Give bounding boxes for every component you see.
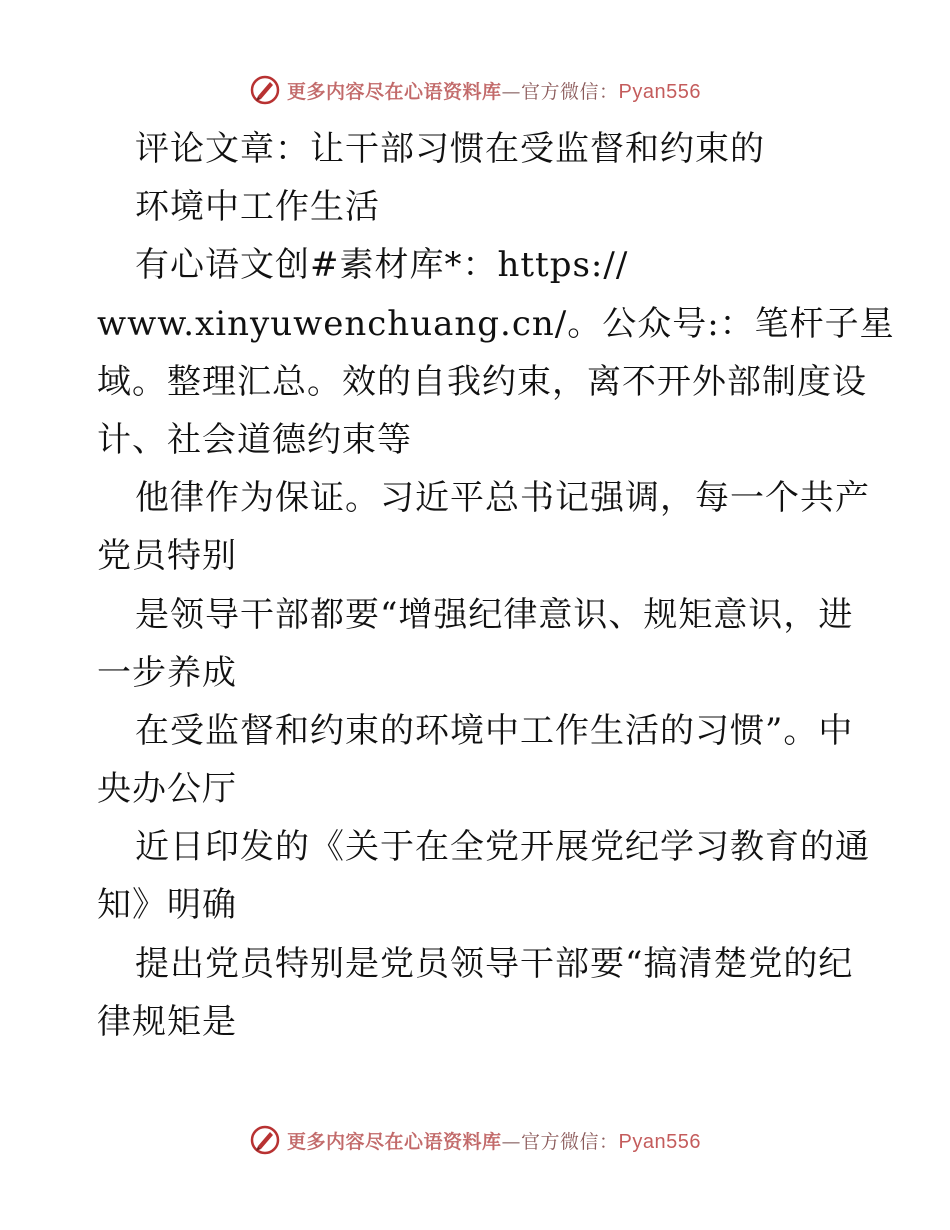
paragraph-line: 党员特别: [97, 536, 237, 577]
paragraph-line: 一步养成: [97, 652, 237, 693]
header-banner: [0, 70, 950, 110]
header-banner-sub: 官方微信：: [521, 80, 619, 103]
paragraph-line: 律规矩是: [97, 1001, 237, 1042]
title-line-1: 评论文章：让干部习惯在受监督和约束的: [135, 129, 765, 169]
paragraph-line: www.xinyuwenchuang.cn/。公众号:：笔杆子星: [97, 303, 895, 344]
footer-banner-id: Pyan556: [618, 1130, 701, 1153]
header-banner-main: 更多内容尽在心语资料库: [287, 80, 502, 103]
paragraph-line: 域。整理汇总。效的自我约束，离不开外部制度设: [97, 361, 867, 402]
paragraph-line: 是领导干部都要“增强纪律意识、规矩意识，进: [135, 594, 854, 635]
paragraph-line: 近日印发的《关于在全党开展党纪学习教育的通: [135, 827, 870, 868]
paragraph-line: 计、社会道德约束等: [97, 419, 412, 460]
title-line-2: 环境中工作生活: [135, 187, 380, 228]
paragraph-line: 央办公厅: [97, 769, 237, 810]
paragraph-line: 有心语文创#素材库*：https://: [135, 245, 629, 286]
footer-banner-sub: 官方微信：: [521, 1130, 619, 1153]
paragraph-line: 知》明确: [97, 885, 237, 926]
header-banner-separator: —: [501, 80, 522, 103]
paragraph-line: 提出党员特别是党员领导干部要“搞清楚党的纪: [135, 943, 854, 984]
header-banner-id: Pyan556: [618, 80, 701, 103]
footer-banner-separator: —: [501, 1130, 522, 1153]
footer-banner: [0, 1120, 950, 1160]
pen-logo-icon: [249, 1124, 281, 1156]
header-banner-text: [287, 77, 701, 104]
footer-banner-text: [287, 1127, 701, 1154]
paragraph-line: 在受监督和约束的环境中工作生活的习惯”。中: [135, 710, 854, 751]
pen-logo-icon: [249, 74, 281, 106]
paragraph-line: 他律作为保证。习近平总书记强调，每一个共产: [135, 478, 870, 519]
footer-banner-main: 更多内容尽在心语资料库: [287, 1130, 502, 1153]
document-body: [97, 120, 895, 1051]
